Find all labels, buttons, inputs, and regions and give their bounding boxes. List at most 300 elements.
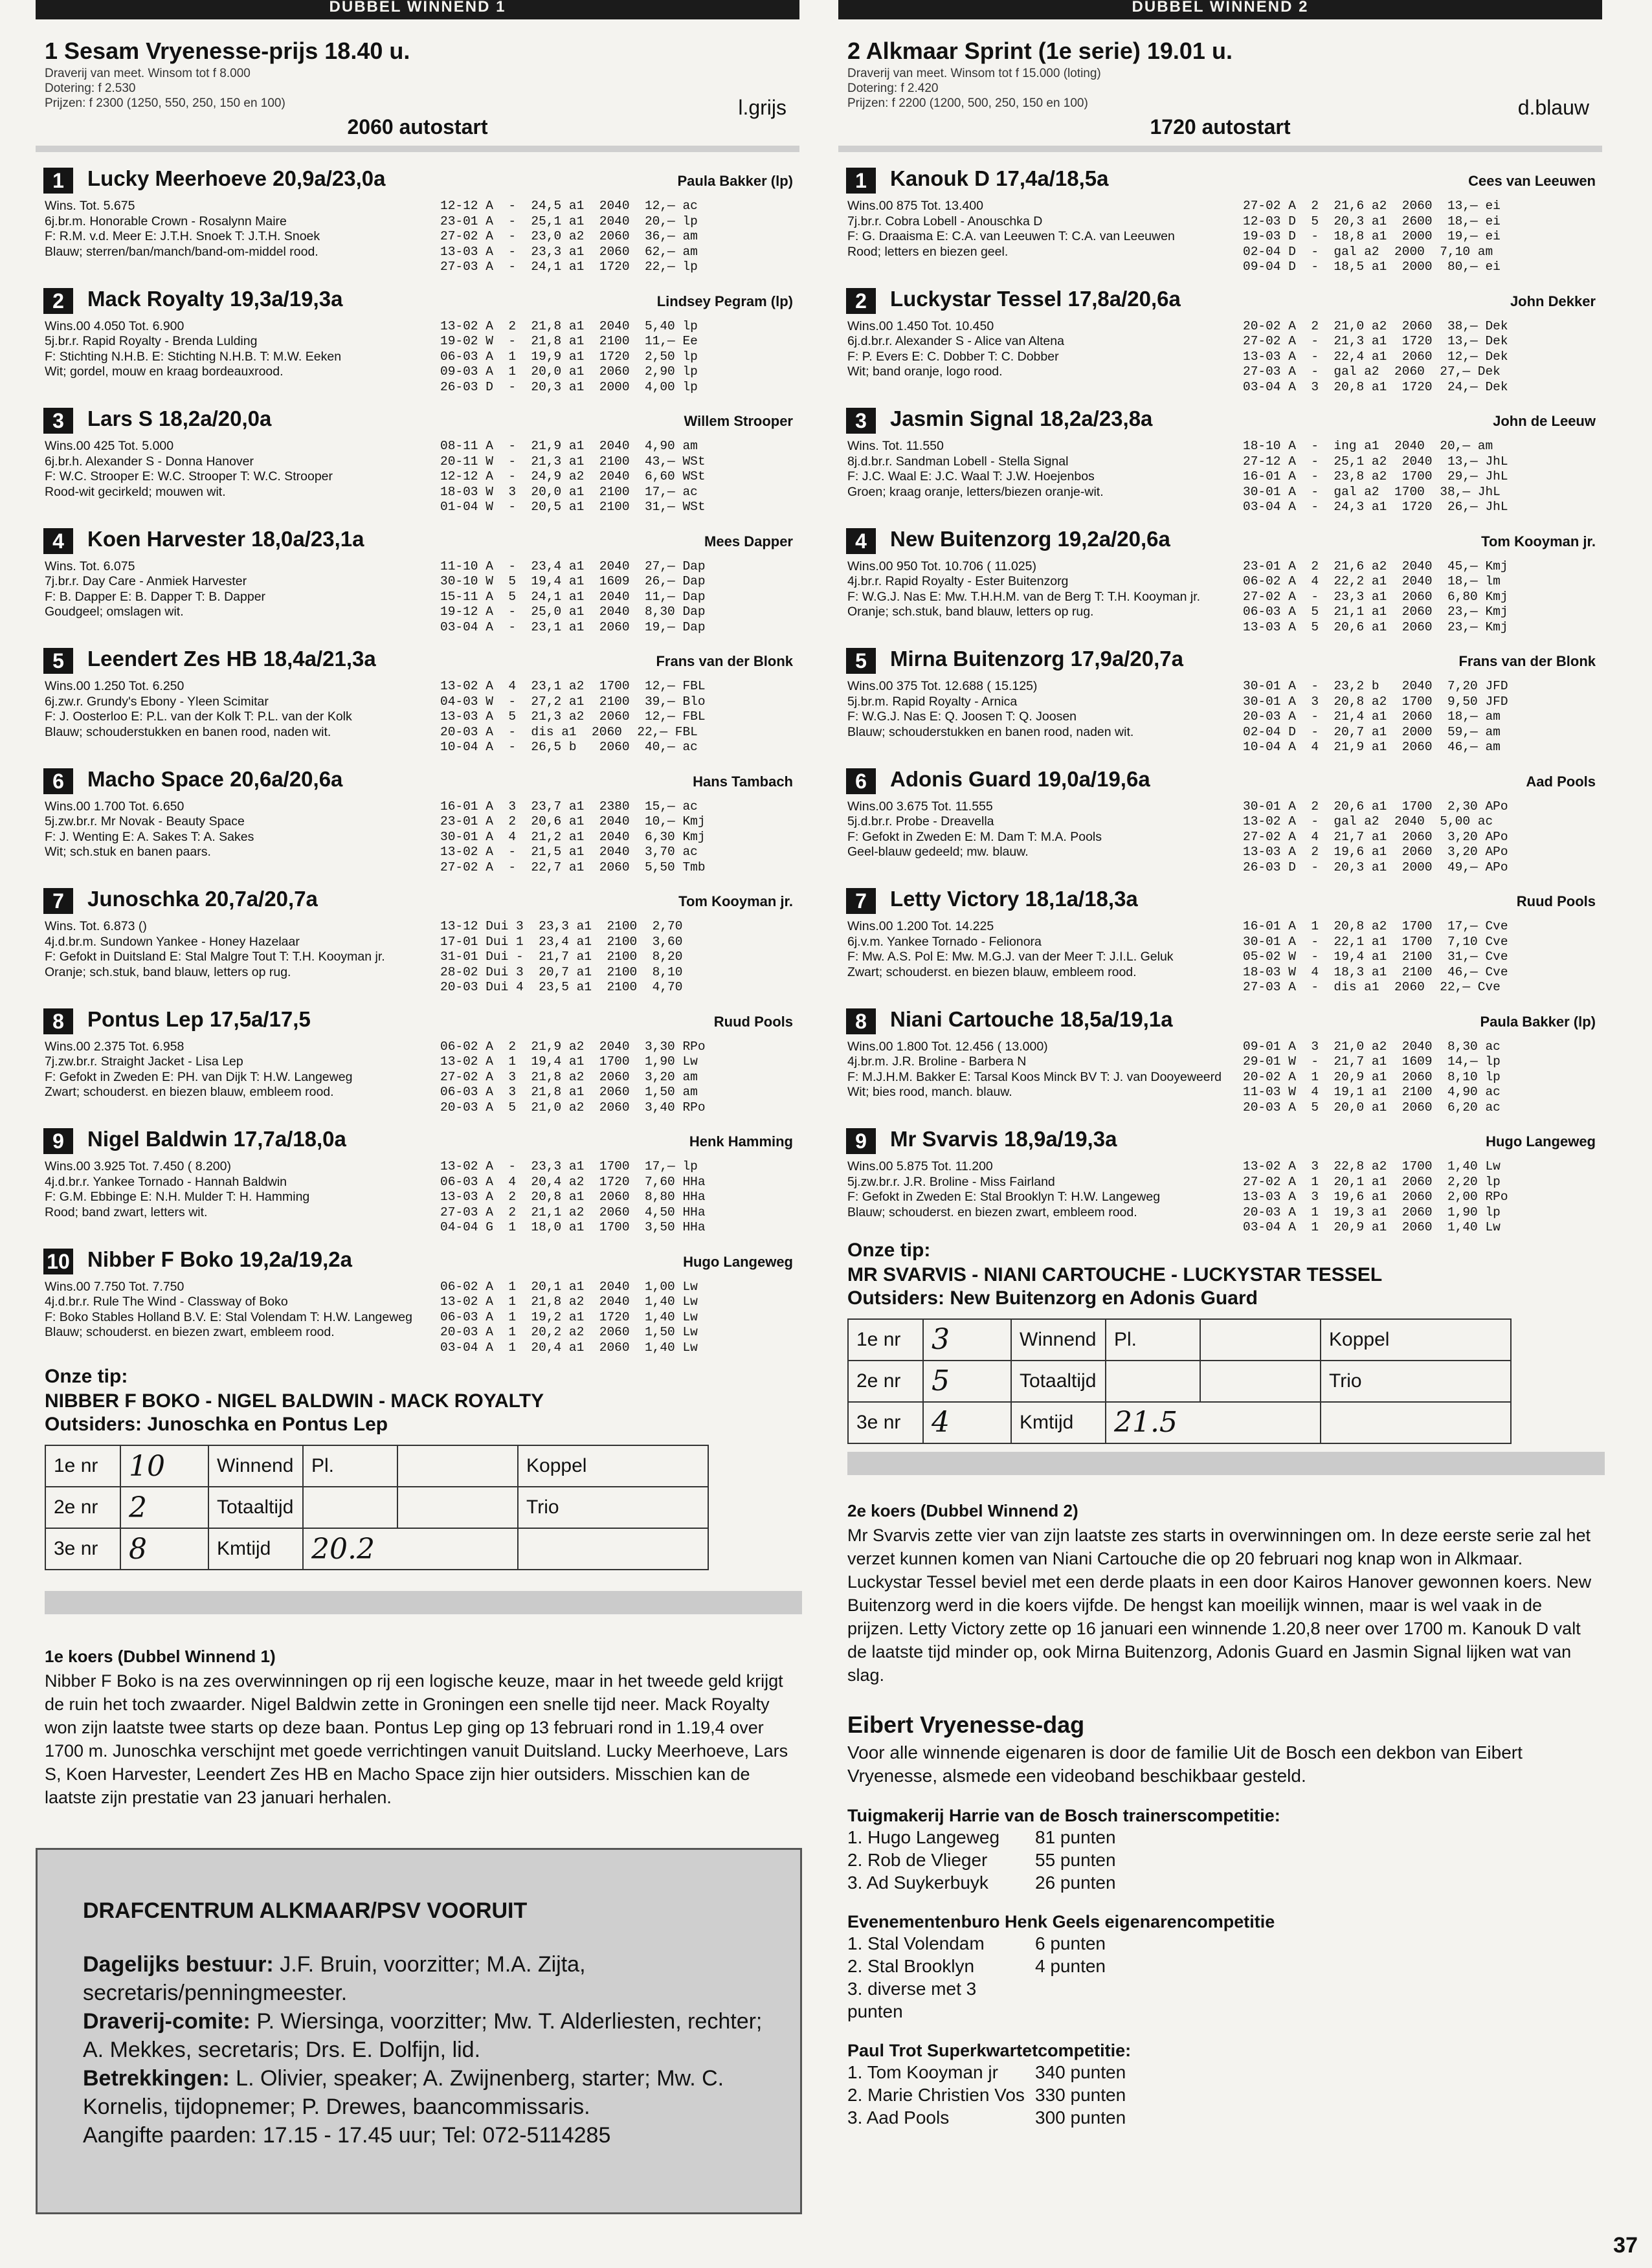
start-number: 3 [846, 408, 876, 434]
horse-entry [36, 999, 799, 1120]
box-body [83, 1950, 769, 2150]
horse-info [45, 319, 440, 380]
info-line: 4j.d.br.r. Rule The Wind - Classway of Boko [45, 1295, 288, 1309]
result-row: 18-03 W 4 18,3 a1 2100 46,— Cve [1243, 964, 1508, 979]
report-title: 2e koers (Dubbel Winnend 2) [847, 1500, 1078, 1520]
page-number: 37 [1613, 2233, 1638, 2258]
grid-cell [1200, 1319, 1321, 1361]
report-text: Nibber F Boko is na zes overwinningen op rij een logische keuze, maar in het tweede geld krijgt de ruin het toch zwaarder. Nigel Baldwin zette in Groningen een snelle tijd neer. Mack Royalty won zijn laatste twee starts op deze baan. Pontus Lep ging op 13 februari rond in 1.19,4 over 1700 m. Junoschka verschijnt met goede verrichtingen vanuit Duitsland. Lucky Meerhoeve, Lars S, Koen Harvester, Leendert Zes HB en Macho Space zijn hier outsiders. Misschien kan de laatste zijn prestatie van 23 januari herhalen. [45, 1671, 788, 1807]
results-table [440, 439, 706, 515]
horse-name: Niani Cartouche 18,5a/19,1a [890, 1006, 1173, 1031]
result-row: 10-04 A 4 21,9 a1 2060 46,— am [1243, 740, 1501, 754]
result-row: 20-03 Dui 4 23,5 a1 2100 4,70 [440, 980, 683, 994]
info-line: 7j.br.r. Cobra Lobell - Anouschka D [847, 214, 1043, 228]
race-conditions [45, 66, 285, 111]
result-row: 13-03 A 2 19,6 a1 2060 3,20 APo [1243, 845, 1508, 859]
info-line: F: Gefokt in Zweden E: M. Dam T: M.A. Pools [847, 829, 1102, 844]
driver-name: Paula Bakker (lp) [677, 173, 793, 189]
result-row: 13-03 A 3 19,6 a1 2060 2,00 RPo [1243, 1190, 1508, 1204]
competitor: 3. Ad Suykerbuyk [847, 1872, 988, 1893]
info-line: Rood; band zwart, letters wit. [45, 1205, 208, 1219]
result-row: 27-02 A 3 21,8 a2 2060 3,20 am [440, 1069, 698, 1084]
grid-cell: Kmtijd [208, 1528, 303, 1570]
info-line: 4j.d.br.m. Sundown Yankee - Honey Hazelaar [45, 934, 300, 949]
horse-name: Mirna Buitenzorg 17,9a/20,7a [890, 647, 1183, 671]
info-line: 6j.zw.r. Grundy's Ebony - Yleen Scimitar [45, 694, 269, 709]
start-number: 8 [846, 1008, 876, 1034]
info-line: Zwart; schouderst. en biezen blauw, embleem rood. [847, 964, 1137, 979]
competition-list [847, 2061, 1593, 2129]
grid-cell: 1e nr [45, 1445, 120, 1487]
info-line: Wit; gordel, mouw en kraag bordeauxrood. [45, 364, 284, 379]
report-title: 1e koers (Dubbel Winnend 1) [45, 1647, 276, 1666]
horse-entry [36, 279, 799, 399]
horse-info [45, 199, 440, 260]
result-row: 20-03 A - 21,4 a1 2060 18,— am [1243, 709, 1501, 724]
start-number: 2 [43, 288, 73, 314]
results-table [440, 559, 706, 636]
results-table [440, 199, 698, 275]
results-table [1243, 679, 1508, 755]
result-row: 15-11 A 5 24,1 a1 2040 11,— Dap [440, 589, 706, 604]
competition-row [847, 1871, 1593, 1894]
info-line: Blauw; schouderstukken en banen rood, naden wit. [847, 724, 1134, 739]
competitor: 3. Aad Pools [847, 2107, 950, 2128]
info-line: Wit; sch.stuk en banen paars. [45, 845, 211, 859]
info-line: Blauw; sterren/ban/manch/band-om-middel rood. [45, 244, 318, 259]
result-row: 06-03 A 4 20,4 a2 1720 7,60 HHa [440, 1174, 706, 1189]
result-row: 20-03 A - dis a1 2060 22,— FBL [440, 724, 698, 739]
competition-row [847, 2106, 1593, 2129]
grid-cell: Koppel [1321, 1319, 1511, 1361]
info-line: 7j.br.r. Day Care - Anmiek Harvester [45, 574, 247, 588]
result-row: 26-03 D - 20,3 a1 2000 49,— APo [1243, 860, 1508, 874]
info-line: 6j.br.h. Alexander S - Donna Hanover [45, 454, 254, 469]
box-text: P. Wiersinga, voorzitter; Mw. T. Alderliesten, rechter; A. Mekkes, secretaris; Drs. E. Dolfijn, lid. [83, 2009, 763, 2062]
competition-row [847, 1826, 1593, 1849]
result-row: 06-02 A 4 22,2 a1 2040 18,— lm [1243, 574, 1501, 588]
result-row: 27-02 A 4 21,7 a1 2060 3,20 APo [1243, 829, 1508, 844]
info-line: F: M.J.H.M. Bakker E: Tarsal Koos Minck BV T: J. van Dooyeweerd [847, 1069, 1222, 1084]
competition-row [847, 1955, 1593, 1977]
horse-name: Junoschka 20,7a/20,7a [87, 887, 318, 911]
driver-name: Aad Pools [1526, 773, 1596, 790]
horse-name: New Buitenzorg 19,2a/20,6a [890, 526, 1170, 551]
result-row: 09-01 A 3 21,0 a2 2040 8,30 ac [1243, 1039, 1501, 1054]
divider [36, 146, 799, 152]
horse-entry [838, 399, 1602, 519]
tip-block [36, 1359, 799, 1436]
race-color: l.grijs [738, 96, 787, 119]
result-row: 06-02 A 2 21,9 a2 2040 3,30 RPo [440, 1039, 706, 1054]
result-row: 26-03 D - 20,3 a1 2000 4,00 lp [440, 379, 698, 394]
start-number: 6 [43, 768, 73, 794]
left-column [36, 0, 799, 1809]
competition-row [847, 2061, 1593, 2084]
horse-name: Nibber F Boko 19,2a/19,2a [87, 1247, 353, 1271]
result-row: 30-01 A 3 20,8 a2 1700 9,50 JFD [1243, 694, 1508, 709]
info-line: F: Stichting N.H.B. E: Stichting N.H.B. T: M.W. Eeken [45, 349, 342, 364]
info-line: F: J. Wenting E: A. Sakes T: A. Sakes [45, 829, 254, 844]
result-row: 13-03 A - 22,4 a1 2060 12,— Dek [1243, 349, 1508, 364]
horse-entry [838, 759, 1602, 880]
start-number: 8 [43, 1008, 73, 1034]
horse-info [45, 1040, 440, 1100]
points: 340 punten [1035, 2062, 1126, 2082]
tip-label: Onze tip: [45, 1366, 128, 1387]
horse-list [36, 159, 799, 1359]
shade-bar [847, 1452, 1605, 1475]
result-row: 30-01 A - 23,2 b 2040 7,20 JFD [1243, 679, 1508, 693]
info-line: Wins.00 3.925 Tot. 7.450 ( 8.200) [45, 1159, 231, 1173]
info-line: Wins.00 875 Tot. 13.400 [847, 199, 983, 213]
horse-info [45, 439, 440, 500]
result-row: 06-03 A 1 19,9 a1 1720 2,50 lp [440, 349, 698, 364]
driver-name: Cees van Leeuwen [1468, 173, 1596, 189]
horse-entry [838, 879, 1602, 999]
grid-cell [397, 1487, 518, 1528]
info-line: F: P. Evers E: C. Dobber T: C. Dobber [847, 349, 1059, 364]
driver-name: Hugo Langeweg [1486, 1133, 1596, 1150]
points: 300 punten [1035, 2107, 1126, 2128]
box-text: Aangifte paarden: 17.15 - 17.45 uur; Tel: 072-5114285 [83, 2123, 611, 2148]
info-line: Rood; letters en biezen geel. [847, 244, 1009, 259]
bet-grid [45, 1445, 709, 1570]
result-row: 20-02 A 2 21,0 a2 2060 38,— Dek [1243, 318, 1508, 333]
competition-row [847, 1849, 1593, 1871]
competitor: 2. Stal Brooklyn [847, 1955, 975, 1976]
results-table [440, 1280, 698, 1356]
result-row: 06-03 A 1 19,2 a1 1720 1,40 Lw [440, 1309, 698, 1324]
horse-entry [838, 159, 1602, 279]
horse-name: Lars S 18,2a/20,0a [87, 406, 272, 430]
result-row: 23-01 A 2 20,6 a1 2040 10,— Kmj [440, 814, 706, 828]
competition-row [847, 1932, 1593, 1955]
race-color: d.blauw [1517, 96, 1589, 119]
result-row: 27-02 A - 21,3 a1 1720 13,— Dek [1243, 334, 1508, 348]
driver-name: John Dekker [1510, 293, 1596, 309]
info-line: 5j.br.r. Rapid Royalty - Brenda Lulding [45, 334, 258, 348]
result-row: 27-03 A - 24,1 a1 1720 22,— lp [440, 260, 698, 274]
start-number: 9 [43, 1128, 73, 1154]
grid-cell [518, 1528, 708, 1570]
handwritten-entry: 4 [923, 1402, 1011, 1443]
competition-title: Tuigmakerij Harrie van de Bosch trainerscompetitie: [847, 1805, 1280, 1825]
grid-cell: Pl. [1106, 1319, 1200, 1361]
results-table [1243, 1040, 1501, 1116]
info-line: Wins.00 1.700 Tot. 6.650 [45, 799, 184, 814]
result-row: 27-03 A - dis a1 2060 22,— Cve [1243, 980, 1501, 994]
info-line: Wins.00 1.800 Tot. 12.456 ( 13.000) [847, 1039, 1048, 1054]
horse-info [847, 559, 1242, 620]
section-band: DUBBEL WINNEND 1 [36, 0, 799, 19]
club-info-box [36, 1848, 802, 2214]
start-number: 1 [846, 168, 876, 194]
info-line: Wit; band oranje, logo rood. [847, 364, 1003, 379]
horse-name: Nigel Baldwin 17,7a/18,0a [87, 1127, 346, 1151]
info-line: F: G. Draaisma E: C.A. van Leeuwen T: C.A. van Leeuwen [847, 229, 1175, 243]
horse-info [847, 199, 1242, 260]
result-row: 11-03 W 4 19,1 a1 2100 4,90 ac [1243, 1085, 1501, 1099]
race-report [838, 1501, 1602, 2129]
driver-name: Frans van der Blonk [656, 653, 793, 669]
horse-name: Lucky Meerhoeve 20,9a/23,0a [87, 166, 386, 190]
info-line: Wins.00 4.050 Tot. 6.900 [45, 318, 184, 333]
horse-name: Letty Victory 18,1a/18,3a [890, 887, 1138, 911]
info-line: Wins. Tot. 6.075 [45, 559, 135, 573]
competition-row [847, 1977, 1593, 2023]
horse-entry [838, 639, 1602, 759]
grid-cell: 2e nr [45, 1487, 120, 1528]
bet-grid [847, 1318, 1512, 1444]
result-row: 13-02 A 4 23,1 a2 1700 12,— FBL [440, 679, 706, 693]
grid-cell: Totaaltijd [208, 1487, 303, 1528]
handwritten-entry: 20.2 [303, 1528, 518, 1570]
race-line: Draverij van meet. Winsom tot f 8.000 [45, 67, 251, 80]
info-line: Wins.00 950 Tot. 10.706 ( 11.025) [847, 559, 1036, 573]
result-row: 27-03 A 2 21,1 a2 2060 4,50 HHa [440, 1205, 706, 1219]
points: 6 punten [1035, 1933, 1106, 1953]
info-line: 7j.zw.br.r. Straight Jacket - Lisa Lep [45, 1054, 243, 1069]
horse-entry [36, 759, 799, 880]
start-number: 5 [846, 648, 876, 674]
grid-cell: Trio [518, 1487, 708, 1528]
results-table [1243, 439, 1508, 515]
result-row: 13-12 Dui 3 23,3 a1 2100 2,70 [440, 919, 683, 933]
points: 4 punten [1035, 1955, 1106, 1976]
result-row: 12-12 A - 24,9 a2 2040 6,60 WSt [440, 469, 706, 484]
race-line: Draverij van meet. Winsom tot f 15.000 (loting) [847, 67, 1101, 80]
result-row: 05-02 W - 19,4 a1 2100 31,— Cve [1243, 950, 1508, 964]
info-line: Geel-blauw gedeeld; mw. blauw. [847, 845, 1029, 859]
handwritten-entry: 5 [923, 1361, 1011, 1402]
results-table [1243, 319, 1508, 395]
result-row: 13-02 A 1 21,8 a2 2040 1,40 Lw [440, 1295, 698, 1309]
result-row: 16-01 A 1 20,8 a2 1700 17,— Cve [1243, 919, 1508, 933]
results-table [440, 1040, 706, 1116]
section-band: DUBBEL WINNEND 2 [838, 0, 1602, 19]
info-line: 4j.d.br.r. Yankee Tornado - Hannah Baldwin [45, 1174, 287, 1189]
result-row: 02-04 D - gal a2 2000 7,10 am [1243, 244, 1493, 259]
tip-picks: MR SVARVIS - NIANI CARTOUCHE - LUCKYSTAR TESSEL [847, 1263, 1383, 1285]
grid-cell: Trio [1321, 1361, 1511, 1402]
grid-cell: Koppel [518, 1445, 708, 1487]
result-row: 18-10 A - ing a1 2040 20,— am [1243, 439, 1493, 453]
competitor: 1. Hugo Langeweg [847, 1827, 1000, 1847]
info-line: 8j.d.br.r. Sandman Lobell - Stella Signal [847, 454, 1069, 469]
start-number: 10 [43, 1249, 73, 1274]
driver-name: John de Leeuw [1493, 413, 1596, 429]
grid-cell: 1e nr [848, 1319, 923, 1361]
info-line: 4j.br.r. Rapid Royalty - Ester Buitenzorg [847, 574, 1069, 588]
divider [838, 146, 1602, 152]
horse-info [847, 919, 1242, 980]
info-line: F: W.C. Strooper E: W.C. Strooper T: W.C. Strooper [45, 469, 333, 484]
section-title: Eibert Vryenesse-dag [847, 1711, 1085, 1738]
result-row: 20-03 A 5 21,0 a2 2060 3,40 RPo [440, 1100, 706, 1115]
race-line: Dotering: f 2.530 [45, 82, 136, 95]
results-table [440, 679, 706, 755]
result-row: 20-03 A 5 20,0 a1 2060 6,20 ac [1243, 1100, 1501, 1115]
race-line: Prijzen: f 2200 (1200, 500, 250, 150 en 100) [847, 96, 1088, 110]
horse-name: Luckystar Tessel 17,8a/20,6a [890, 286, 1181, 311]
report-text: Mr Svarvis zette vier van zijn laatste zes starts in overwinningen om. In deze eerste serie zal het verzet kunnen komen van Niani Cartouche die op 20 februari nog knap won in Alkmaar. Luckystar Tessel beviel met een derde plaats in een door Kairos Hanover gewonnen koers. New Buitenzorg werd in die koers vijfde. De hengst kan moeilijk winnen, maar is wel vaak in de prijzen. Letty Victory zette op 16 januari een winnende 1.20,8 neer over 1700 m. Kanouk D valt de laatste tijd minder op, ook Mirna Buitenzorg, Adonis Guard en Jasmin Signal lijken wat van slag. [847, 1525, 1592, 1685]
result-row: 16-01 A - 23,8 a2 1700 29,— JhL [1243, 469, 1508, 484]
result-row: 13-03 A 5 20,6 a1 2060 23,— Kmj [1243, 619, 1508, 634]
start-number: 5 [43, 648, 73, 674]
horse-info [45, 559, 440, 620]
result-row: 27-02 A - 23,3 a1 2060 6,80 Kmj [1243, 589, 1508, 604]
result-row: 13-02 A - 21,5 a1 2040 3,70 ac [440, 845, 698, 859]
info-line: Wins.00 375 Tot. 12.688 ( 15.125) [847, 679, 1038, 693]
section-text: Voor alle winnende eigenaren is door de familie Uit de Bosch een dekbon van Eibert Vryenesse, alsmede een videoband beschikbaar gesteld. [847, 1742, 1523, 1786]
start-number: 1 [43, 168, 73, 194]
grid-cell [1106, 1361, 1200, 1402]
info-line: 5j.br.m. Rapid Royalty - Arnica [847, 694, 1018, 709]
info-line: Oranje; sch.stuk, band blauw, letters op rug. [847, 605, 1094, 619]
competitor: 2. Rob de Vlieger [847, 1849, 988, 1870]
horse-info [847, 1159, 1242, 1220]
shade-bar [45, 1591, 802, 1614]
horse-name: Kanouk D 17,4a/18,5a [890, 166, 1109, 190]
grid-cell [1321, 1402, 1511, 1443]
start-number: 7 [846, 888, 876, 914]
horse-info [45, 1159, 440, 1220]
info-line: Oranje; sch.stuk, band blauw, letters op rug. [45, 964, 291, 979]
info-line: Zwart; schouderst. en biezen blauw, embleem rood. [45, 1085, 334, 1099]
race-title: 1 Sesam Vryenesse-prijs 18.40 u. [45, 38, 410, 64]
info-line: Blauw; schouderst. en biezen zwart, embleem rood. [45, 1325, 335, 1339]
results-table [1243, 1159, 1508, 1236]
result-row: 16-01 A 3 23,7 a1 2380 15,— ac [440, 799, 698, 814]
result-row: 30-01 A - 22,1 a1 1700 7,10 Cve [1243, 934, 1508, 949]
points: 55 punten [1035, 1849, 1116, 1870]
info-line: Wins. Tot. 6.873 () [45, 919, 147, 933]
driver-name: Tom Kooyman jr. [678, 893, 793, 909]
start-number: 7 [43, 888, 73, 914]
horse-info [45, 679, 440, 740]
info-line: Wins.00 1.250 Tot. 6.250 [45, 679, 184, 693]
horse-entry [36, 159, 799, 279]
result-row: 06-02 A 1 20,1 a1 2040 1,00 Lw [440, 1279, 698, 1294]
handwritten-entry: 3 [923, 1319, 1011, 1361]
box-text: L. Olivier, speaker; A. Zwijnenberg, starter; Mw. C. Kornelis, tijdopnemer; P. Drewes, baancommissaris. [83, 2066, 724, 2119]
start-number: 3 [43, 408, 73, 434]
info-line: Wins. Tot. 5.675 [45, 199, 135, 213]
horse-info [847, 319, 1242, 380]
info-line: Wins.00 3.675 Tot. 11.555 [847, 799, 993, 814]
horse-name: Mack Royalty 19,3a/19,3a [87, 286, 343, 311]
grid-cell: Kmtijd [1011, 1402, 1106, 1443]
result-row: 30-10 W 5 19,4 a1 1609 26,— Dap [440, 574, 706, 588]
box-label: Dagelijks bestuur: [83, 1952, 274, 1977]
horse-list [838, 159, 1602, 1240]
result-row: 18-03 W 3 20,0 a1 2100 17,— ac [440, 484, 698, 499]
result-row: 06-03 A 3 21,8 a1 2060 1,50 am [440, 1085, 698, 1099]
info-line: F: J. Oosterloo E: P.L. van der Kolk T: P.L. van der Kolk [45, 709, 352, 724]
competitions [847, 1806, 1593, 2129]
handwritten-entry: 2 [120, 1487, 208, 1528]
result-row: 12-12 A - 24,5 a1 2040 12,— ac [440, 199, 698, 213]
result-row: 19-02 W - 21,8 a1 2100 11,— Ee [440, 334, 698, 348]
info-line: F: Gefokt in Zweden E: Stal Brooklyn T: H.W. Langeweg [847, 1190, 1161, 1204]
result-row: 27-02 A 2 21,6 a2 2060 13,— ei [1243, 199, 1501, 213]
result-row: 27-12 A - 25,1 a2 2040 13,— JhL [1243, 454, 1508, 469]
info-line: F: R.M. v.d. Meer E: J.T.H. Snoek T: J.T.H. Snoek [45, 229, 320, 243]
info-line: Groen; kraag oranje, letters/biezen oranje-wit. [847, 484, 1104, 499]
race-line: Prijzen: f 2300 (1250, 550, 250, 150 en 100) [45, 96, 285, 110]
result-row: 04-04 G 1 18,0 a1 1700 3,50 HHa [440, 1220, 706, 1234]
result-row: 19-03 D - 18,8 a1 2000 19,— ei [1243, 229, 1501, 243]
result-row: 20-03 A 1 20,2 a2 2060 1,50 Lw [440, 1325, 698, 1339]
result-row: 28-02 Dui 3 20,7 a1 2100 8,10 [440, 964, 683, 979]
result-row: 13-02 A 1 19,4 a1 1700 1,90 Lw [440, 1054, 698, 1069]
result-row: 12-03 D 5 20,3 a1 2600 18,— ei [1243, 214, 1501, 228]
info-line: Goudgeel; omslagen wit. [45, 605, 184, 619]
tip-outsiders: Outsiders: Junoschka en Pontus Lep [45, 1414, 388, 1435]
info-line: 6j.br.m. Honorable Crown - Rosalynn Maire [45, 214, 287, 228]
info-line: Wins.00 5.875 Tot. 11.200 [847, 1159, 993, 1173]
result-row: 27-03 A - gal a2 2060 27,— Dek [1243, 364, 1501, 379]
info-line: Blauw; schouderst. en biezen zwart, embleem rood. [847, 1205, 1137, 1219]
competitor: 2. Marie Christien Vos [847, 2084, 1025, 2105]
horse-entry [838, 279, 1602, 399]
result-row: 13-03 A 2 20,8 a1 2060 8,80 HHa [440, 1190, 706, 1204]
result-row: 04-03 W - 27,2 a1 2100 39,— Blo [440, 694, 706, 709]
result-row: 13-02 A 2 21,8 a1 2040 5,40 lp [440, 318, 698, 333]
race-start-type: 2060 autostart [347, 115, 488, 139]
points: 26 punten [1035, 1872, 1116, 1893]
grid-cell: 2e nr [848, 1361, 923, 1402]
grid-cell: Totaaltijd [1011, 1361, 1106, 1402]
competition-title: Evenementenburo Henk Geels eigenarencompetitie [847, 1911, 1275, 1931]
info-line: Wins.00 1.450 Tot. 10.450 [847, 318, 994, 333]
tip-picks: NIBBER F BOKO - NIGEL BALDWIN - MACK ROYALTY [45, 1390, 544, 1412]
result-row: 03-04 A 1 20,4 a1 2060 1,40 Lw [440, 1340, 698, 1355]
horse-name: Jasmin Signal 18,2a/23,8a [890, 406, 1153, 430]
horse-info [847, 439, 1242, 500]
tip-label: Onze tip: [847, 1239, 931, 1261]
result-row: 13-02 A 3 22,8 a2 1700 1,40 Lw [1243, 1159, 1501, 1173]
race-conditions [847, 66, 1101, 111]
points: 330 punten [1035, 2084, 1126, 2105]
competitor: 1. Stal Volendam [847, 1933, 985, 1953]
info-line: Wins.00 7.750 Tot. 7.750 [45, 1279, 184, 1294]
race-start-type: 1720 autostart [1150, 115, 1291, 139]
horse-name: Mr Svarvis 18,9a/19,3a [890, 1127, 1117, 1151]
result-row: 06-03 A 5 21,1 a1 2060 23,— Kmj [1243, 605, 1508, 619]
driver-name: Ruud Pools [1516, 893, 1596, 909]
right-column [838, 0, 1602, 2129]
driver-name: Tom Kooyman jr. [1481, 533, 1596, 550]
info-line: 5j.zw.br.r. J.R. Broline - Miss Fairland [847, 1174, 1055, 1189]
info-line: 6j.d.br.r. Alexander S - Alice van Altena [847, 334, 1064, 348]
start-number: 6 [846, 768, 876, 794]
info-line: 5j.zw.br.r. Mr Novak - Beauty Space [45, 814, 245, 828]
driver-name: Hugo Langeweg [683, 1253, 793, 1270]
grid-cell [303, 1487, 397, 1528]
result-row: 03-04 A - 24,3 a1 1720 26,— JhL [1243, 500, 1508, 514]
result-row: 13-02 A - gal a2 2040 5,00 ac [1243, 814, 1493, 828]
result-row: 23-01 A - 25,1 a1 2040 20,— lp [440, 214, 698, 228]
horse-entry [36, 879, 799, 999]
handwritten-entry: 10 [120, 1445, 208, 1487]
box-label: Betrekkingen: [83, 2066, 230, 2091]
horse-entry [838, 519, 1602, 639]
result-row: 29-01 W - 21,7 a1 1609 14,— lp [1243, 1054, 1501, 1069]
grid-cell: 3e nr [848, 1402, 923, 1443]
driver-name: Willem Strooper [684, 413, 793, 429]
